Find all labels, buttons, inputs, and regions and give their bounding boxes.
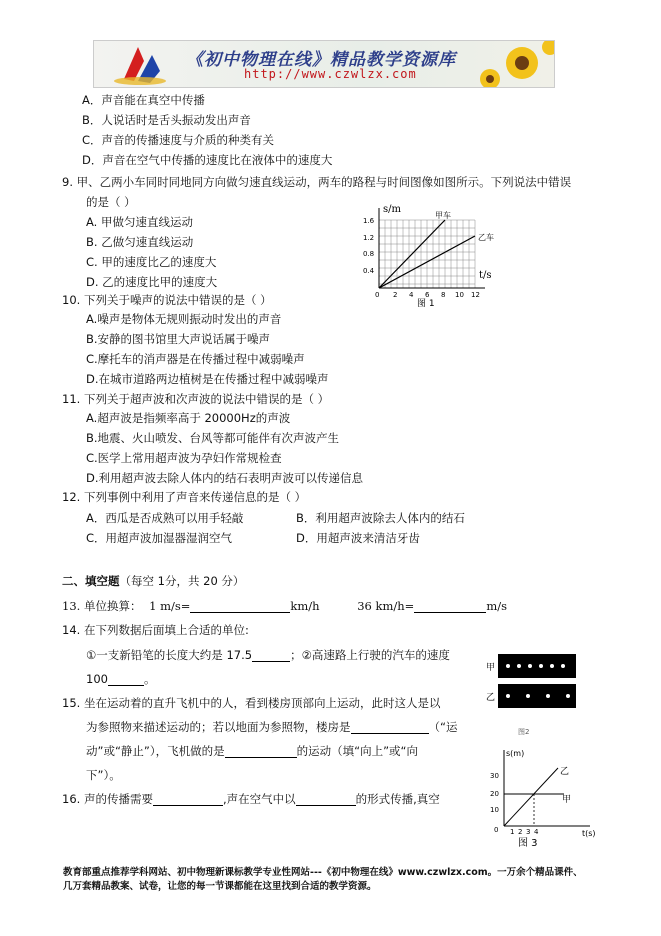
q13-part1: 1 m/s= (149, 599, 191, 613)
q13-blank-1[interactable] (190, 600, 290, 613)
q9-option-c: C. 甲的速度比乙的速度大 (86, 255, 217, 269)
fig1-xlabel: t/s (479, 270, 492, 281)
footer-line1: 教育部重点推荐学科网站、初中物理新课标教学专业性网站---《初中物理在线》www.czwlzx.com。一万余个精品课件、 (63, 867, 583, 878)
figure-2-strips (484, 652, 579, 740)
q13-blank-2[interactable] (414, 600, 486, 613)
q10-option-d: D.在城市道路两边植树是在传播过程中减弱噪声 (86, 372, 329, 386)
q8-option-d: D．声音在空气中传播的速度比在液体中的速度大 (82, 153, 333, 167)
fig3-ylabel: s(m) (506, 749, 525, 758)
q9-option-d: D. 乙的速度比甲的速度大 (86, 275, 218, 289)
q16-blank-2[interactable] (296, 793, 356, 806)
sunflower-image (476, 41, 554, 87)
fig1-ytick: 0.8 (363, 250, 375, 258)
q15-blank-3[interactable] (225, 745, 297, 758)
q9-option-a: A. 甲做匀速直线运动 (86, 215, 193, 229)
line-jia (379, 220, 445, 288)
q12-option-b: B．利用超声波除去人体内的结石 (296, 511, 465, 525)
fig3-xtick: 1 (510, 828, 515, 836)
fig1-xtick: 10 (455, 291, 464, 299)
figure-1-graph (355, 198, 505, 308)
fig3-caption: 图 3 (518, 838, 538, 849)
q13 (62, 599, 507, 613)
q15-blank-2[interactable] (351, 721, 429, 734)
q11-stem: 11. 下列关于超声波和次声波的说法中错误的是（ ） (62, 392, 330, 406)
site-logo (94, 41, 184, 87)
fig3-label-jia: 甲 (562, 795, 572, 805)
fig1-xtick: 4 (409, 291, 414, 299)
footer-line2: 几万套精品教案、试卷，让您的每一节课都能在这里找到合适的教学资源。 (63, 881, 377, 892)
q9-stem-line1: 9. 甲、乙两小车同时同地同方向做匀速直线运动，两车的路程与时间图像如图所示。下列说法中错误 (62, 175, 572, 189)
fig1-ylabel: s/m (383, 204, 401, 215)
fig3-ytick: 30 (490, 772, 499, 780)
banner-title: 《初中物理在线》精品教学资源库 (186, 50, 456, 70)
q15-text-2b: （“运 (428, 720, 458, 734)
fig1-xtick: 6 (425, 291, 430, 299)
q14-text-1a: ①一支新铅笔的长度大约是 17.5 (86, 648, 253, 662)
q8-option-c: C．声音的传播速度与介质的种类有关 (82, 133, 275, 147)
header-banner (93, 40, 555, 88)
section-title-text: 二、填空题 (62, 574, 120, 588)
q15-line2 (86, 720, 457, 734)
fig3-xtick: 0 (494, 826, 499, 834)
q8-option-a: A．声音能在真空中传播 (82, 93, 205, 107)
fig3-xtick: 4 (534, 828, 539, 836)
figure-3-graph (482, 746, 600, 852)
q10-option-a: A.噪声是物体无规则振动时发出的声音 (86, 312, 282, 326)
q16-line1 (62, 792, 440, 806)
fig2-label-jia: 甲 (486, 663, 496, 673)
q10-stem: 10. 下列关于噪声的说法中错误的是（ ） (62, 293, 272, 307)
q14-line1 (86, 648, 450, 662)
section-note: （每空 1分，共 20 分） (119, 574, 245, 588)
q14-text-2b: 。 (143, 672, 156, 686)
fig2-label-yi: 乙 (486, 693, 496, 703)
q11-option-b: B.地震、火山喷发、台风等都可能伴有次声波产生 (86, 431, 340, 445)
q11-option-d: D.利用超声波去除人体内的结石表明声波可以传递信息 (86, 471, 364, 485)
fig1-xtick: 8 (441, 291, 446, 299)
q13-unit1: km/h (290, 599, 320, 613)
q9-option-b: B. 乙做匀速直线运动 (86, 235, 194, 249)
q16-text-c: 的形式传播,真空 (355, 792, 440, 806)
fig1-caption: 图 1 (417, 299, 435, 308)
q12-option-d: D．用超声波来清洁牙齿 (296, 531, 420, 545)
fig3-xtick: 3 (526, 828, 531, 836)
q14-line2 (86, 672, 155, 686)
q15-text-3b: 的运动（填“向上”或“向 (296, 744, 418, 758)
q14-text-2a: 100 (86, 672, 108, 686)
fig1-label-yi: 乙车 (478, 233, 494, 242)
q13-label: 13. 单位换算： (62, 599, 142, 613)
fig3-xlabel: t(s) (582, 829, 596, 838)
q14-blank-1[interactable] (252, 649, 290, 662)
q10-option-c: C.摩托车的消声器是在传播过程中减弱噪声 (86, 352, 305, 366)
q15-text-2a: 为参照物来描述运动的；若以地面为参照物，楼房是 (86, 720, 351, 734)
q12-stem: 12. 下列事例中利用了声音来传递信息的是（ ） (62, 490, 307, 504)
fig1-xtick: 2 (393, 291, 398, 299)
q15-line3 (86, 744, 418, 758)
banner-url[interactable]: http://www.czwlzx.com (244, 67, 417, 81)
q14-blank-2[interactable] (108, 673, 144, 686)
q15-text-3a: 动”或“静止”），飞机做的是 (86, 744, 225, 758)
fig3-line-yi (504, 768, 558, 826)
fig1-ytick: 0.4 (363, 267, 375, 275)
q11-option-a: A.超声波是指频率高于 20000Hz的声波 (86, 411, 291, 425)
q14-text-1b: ；②高速路上行驶的汽车的速度 (290, 648, 450, 662)
q15-line4: 下”）。 (86, 768, 121, 782)
q12-option-a: A．西瓜是否成熟可以用手轻敲 (86, 511, 244, 525)
q13-unit2: m/s (486, 599, 507, 613)
fig2-caption: 图2 (518, 728, 530, 736)
q16-text-a: 16. 声的传播需要 (62, 792, 153, 806)
fig3-ytick: 20 (490, 790, 499, 798)
q14-stem: 14. 在下列数据后面填上合适的单位: (62, 623, 249, 637)
q12-option-c: C．用超声波加湿器湿润空气 (86, 531, 233, 545)
fig1-ytick: 1.2 (363, 234, 375, 242)
q16-text-b: ,声在空气中以 (222, 792, 296, 806)
q13-part2: 36 km/h= (357, 599, 415, 613)
q10-option-b: B.安静的图书馆里大声说话属于噪声 (86, 332, 271, 346)
fig3-ytick: 10 (490, 806, 499, 814)
fig1-ytick: 1.6 (363, 217, 375, 225)
fig3-xtick: 2 (518, 828, 523, 836)
fig1-xtick: 0 (375, 291, 380, 299)
q8-option-b: B．人说话时是舌头振动发出声音 (82, 113, 251, 127)
fig3-label-yi: 乙 (560, 767, 570, 777)
section-title (62, 574, 244, 588)
q16-blank-1[interactable] (153, 793, 223, 806)
fig1-label-jia: 甲车 (435, 211, 451, 220)
fig1-xtick: 12 (471, 291, 480, 299)
q15-line1: 15. 坐在运动着的直升飞机中的人，看到楼房顶部向上运动，此时这人是以 (62, 696, 441, 710)
q9-stem-line2: 的是（ ） (86, 195, 136, 209)
q11-option-c: C.医学上常用超声波为孕妇作常规检查 (86, 451, 282, 465)
